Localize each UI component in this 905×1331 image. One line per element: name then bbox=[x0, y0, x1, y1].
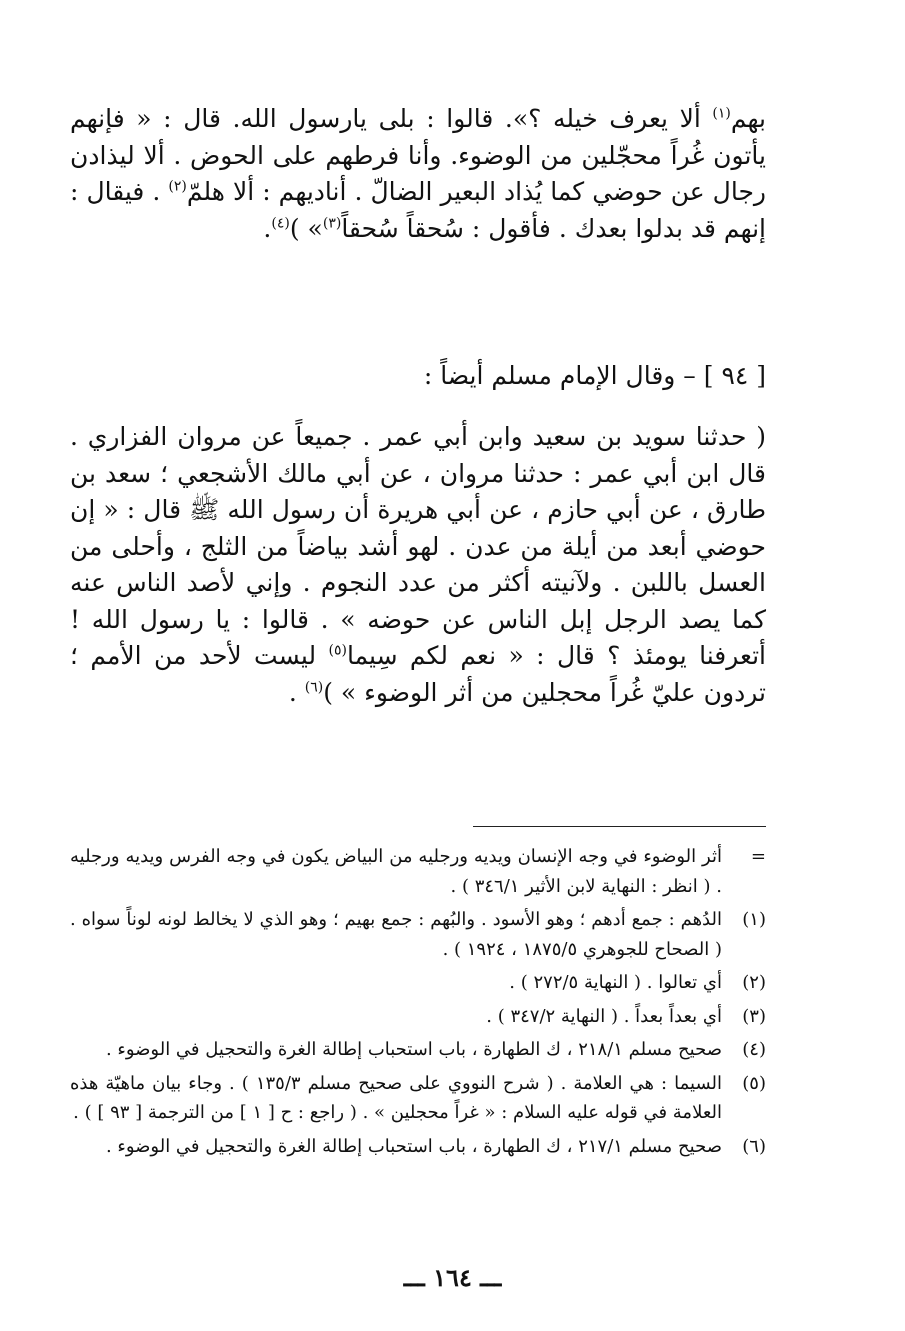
footnote-ref-6: (٦) bbox=[304, 679, 324, 696]
footnotes-list bbox=[70, 842, 766, 1165]
footnote-marker: (٢) bbox=[742, 972, 766, 993]
hadith-94-heading: [ ٩٤ ] – وقال الإمام مسلم أيضاً : bbox=[423, 361, 766, 390]
footnote-marker: (٦) bbox=[742, 1135, 766, 1157]
page-number: ـــ ١٦٤ ـــ bbox=[403, 1263, 502, 1292]
paragraph-text-part: ليست لأحد من الأمم ؛ تردون عليّ غُراً محجلين من أثر الوضوء » ) bbox=[70, 641, 766, 707]
footnote-ref-1: (١) bbox=[712, 105, 731, 122]
paragraph-text-part: ( حدثنا سويد بن سعيد وابن أبي عمر . جميعاً عن مروان الفزاري . قال ابن أبي عمر : حدثنا مروان ، عن أبي مالك الأشجعي ؛ سعد بن طارق ، عن أبي حازم ، عن أبي هريرة أن رسول الله ﷺ قال : « إن حوضي أبعد من أيلة من عدن . لهو أشد بياضاً من الثلج ، وأحلى من العسل باللبن . ولآنيته أكثر من عدد النجوم . وإني لأصد الناس عنه كما يصد الرجل إبل الناس عن حوضه » . قالوا : يا رسول الله ! أتعرفنا يومئذ ؟ قال : « نعم لكم سِيما bbox=[70, 422, 767, 670]
paragraph-text-part: . فيقال : إنهم قد بدلوا بعدك . فأقول : سُحقاً سُحقاً bbox=[70, 177, 766, 243]
footnote-marker: (٥) bbox=[742, 1072, 766, 1094]
footnote-text: صحيح مسلم ٢١٧/١ ، ك الطهارة ، باب استحباب إطالة الغرة والتحجيل في الوضوء . bbox=[105, 1135, 722, 1157]
paragraph-text-part: . bbox=[263, 213, 272, 243]
footnote-text: السيما : هي العلامة . ( شرح النووي على صحيح مسلم ١٣٥/٣ ) . وجاء بيان ماهيّة هذه العلامة في قوله عليه السلام : « غراً محجلين » . ( راجع : ح [ ١ ] من الترجمة [ ٩٣ ] ) . bbox=[70, 1072, 722, 1123]
footnote-ref-5: (٥) bbox=[328, 642, 347, 659]
footnote-3 bbox=[70, 1002, 766, 1032]
hadith-94-paragraph bbox=[70, 419, 766, 711]
footnote-marker: (٣) bbox=[742, 1005, 766, 1027]
footnote-continuation bbox=[70, 842, 766, 901]
footnote-5 bbox=[70, 1069, 766, 1128]
paragraph-text-part: » ) bbox=[289, 213, 323, 243]
footnote-marker: = bbox=[750, 846, 766, 867]
footnote-1 bbox=[70, 905, 766, 964]
hadith-continuation-paragraph bbox=[70, 101, 766, 247]
paragraph-text-part: . bbox=[288, 677, 305, 707]
footnote-text: أثر الوضوء في وجه الإنسان ويديه ورجليه من البياض يكون في وجه الفرس ويديه ورجليه . ( انظر : النهاية لابن الأثير ٣٤٦/١ ) . bbox=[70, 846, 722, 897]
footnote-text: أي بعداً بعداً . ( النهاية ٣٤٧/٢ ) . bbox=[486, 1005, 722, 1027]
footnote-2 bbox=[70, 968, 766, 998]
footnote-marker: (١) bbox=[742, 909, 766, 930]
footnote-marker: (٤) bbox=[742, 1039, 766, 1060]
paragraph-text-part: ألا يعرف خيله ؟». قالوا : بلى يارسول الله. قال : « فإنهم يأتون غُراً محجّلين من الوضوء. وأنا فرطهم على الحوض . ألا ليذادن رجال عن حوضي كما يُذاد البعير الضالّ . أناديهم : ألا هلمّ bbox=[70, 104, 766, 206]
footnote-ref-3: (٣) bbox=[322, 215, 342, 232]
footnote-6 bbox=[70, 1132, 766, 1162]
paragraph-text-part: بهم bbox=[730, 104, 766, 133]
footnote-text: أي تعالوا . ( النهاية ٢٧٢/٥ ) . bbox=[509, 972, 722, 993]
footnote-4 bbox=[70, 1035, 766, 1065]
footnote-ref-4: (٤) bbox=[271, 215, 290, 232]
footnote-ref-2: (٢) bbox=[168, 178, 187, 195]
footnote-text: الدُهم : جمع أدهم ؛ وهو الأسود . والبُهم : جمع بهيم ؛ وهو الذي لا يخالط لونه لوناً سواه . ( الصحاح للجوهري ١٨٧٥/٥ ، ١٩٢٤ ) . bbox=[70, 909, 722, 960]
footnote-divider bbox=[473, 826, 766, 827]
footnote-text: صحيح مسلم ٢١٨/١ ، ك الطهارة ، باب استحباب إطالة الغرة والتحجيل في الوضوء . bbox=[105, 1039, 722, 1060]
